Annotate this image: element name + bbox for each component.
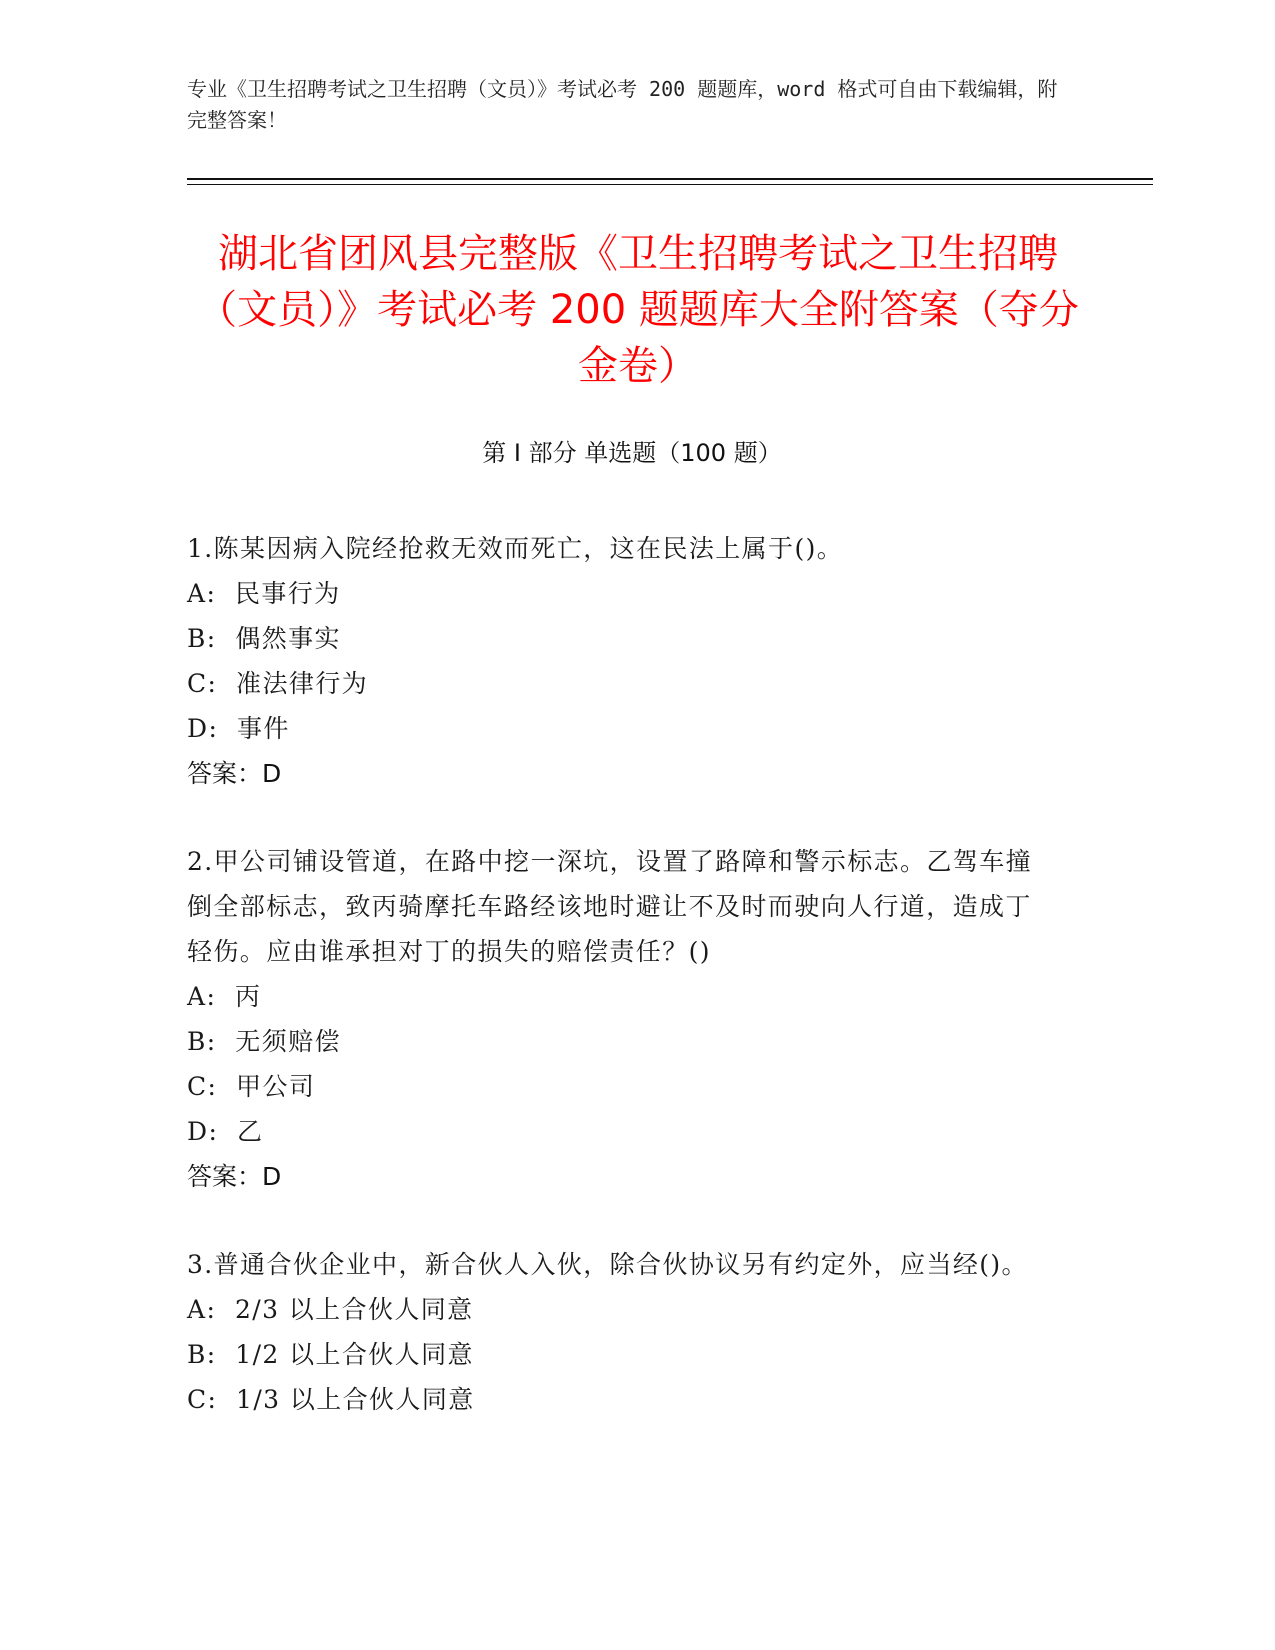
question-stem: 3.普通合伙企业中，新合伙人入伙，除合伙协议另有约定外，应当经()。 xyxy=(187,1250,1028,1279)
option-c: C: 甲公司 xyxy=(187,1072,316,1101)
header-rule-thick xyxy=(187,178,1153,180)
question-1 xyxy=(187,526,1057,796)
option-a: A: 2/3 以上合伙人同意 xyxy=(187,1295,474,1324)
option-b: B: 偶然事实 xyxy=(187,624,341,653)
option-c: C: 1/3 以上合伙人同意 xyxy=(187,1385,475,1414)
option-a: A: 丙 xyxy=(187,982,262,1011)
question-2 xyxy=(187,839,1057,1199)
option-c: C: 准法律行为 xyxy=(187,669,369,698)
section-heading: 第 I 部分 单选题（100 题） xyxy=(482,439,782,467)
header-rule-thin xyxy=(187,184,1153,185)
answer: 答案：D xyxy=(187,759,282,788)
question-stem: 1.陈某因病入院经抢救无效而死亡，这在民法上属于()。 xyxy=(187,534,844,563)
option-d: D: 事件 xyxy=(187,714,290,743)
option-b: B: 1/2 以上合伙人同意 xyxy=(187,1340,474,1369)
question-stem: 2.甲公司铺设管道，在路中挖一深坑，设置了路障和警示标志。乙驾车撞倒全部标志，致丙骑摩托车路经该地时避让不及时而驶向人行道，造成丁轻伤。应由谁承担对丁的损失的赔偿责任？() xyxy=(187,847,1033,966)
header-note: 专业《卫生招聘考试之卫生招聘（文员）》考试必考 200 题题库，word 格式可自由下载编辑，附完整答案！ xyxy=(187,77,1058,132)
question-list xyxy=(187,526,1057,1465)
option-d: D: 乙 xyxy=(187,1117,264,1146)
answer: 答案：D xyxy=(187,1162,282,1191)
option-b: B: 无须赔偿 xyxy=(187,1027,341,1056)
document-title: 湖北省团风县完整版《卫生招聘考试之卫生招聘（文员）》考试必考 200 题题库大全附答案（夺分金卷） xyxy=(197,231,1079,389)
option-a: A: 民事行为 xyxy=(187,579,341,608)
question-3 xyxy=(187,1242,1057,1422)
